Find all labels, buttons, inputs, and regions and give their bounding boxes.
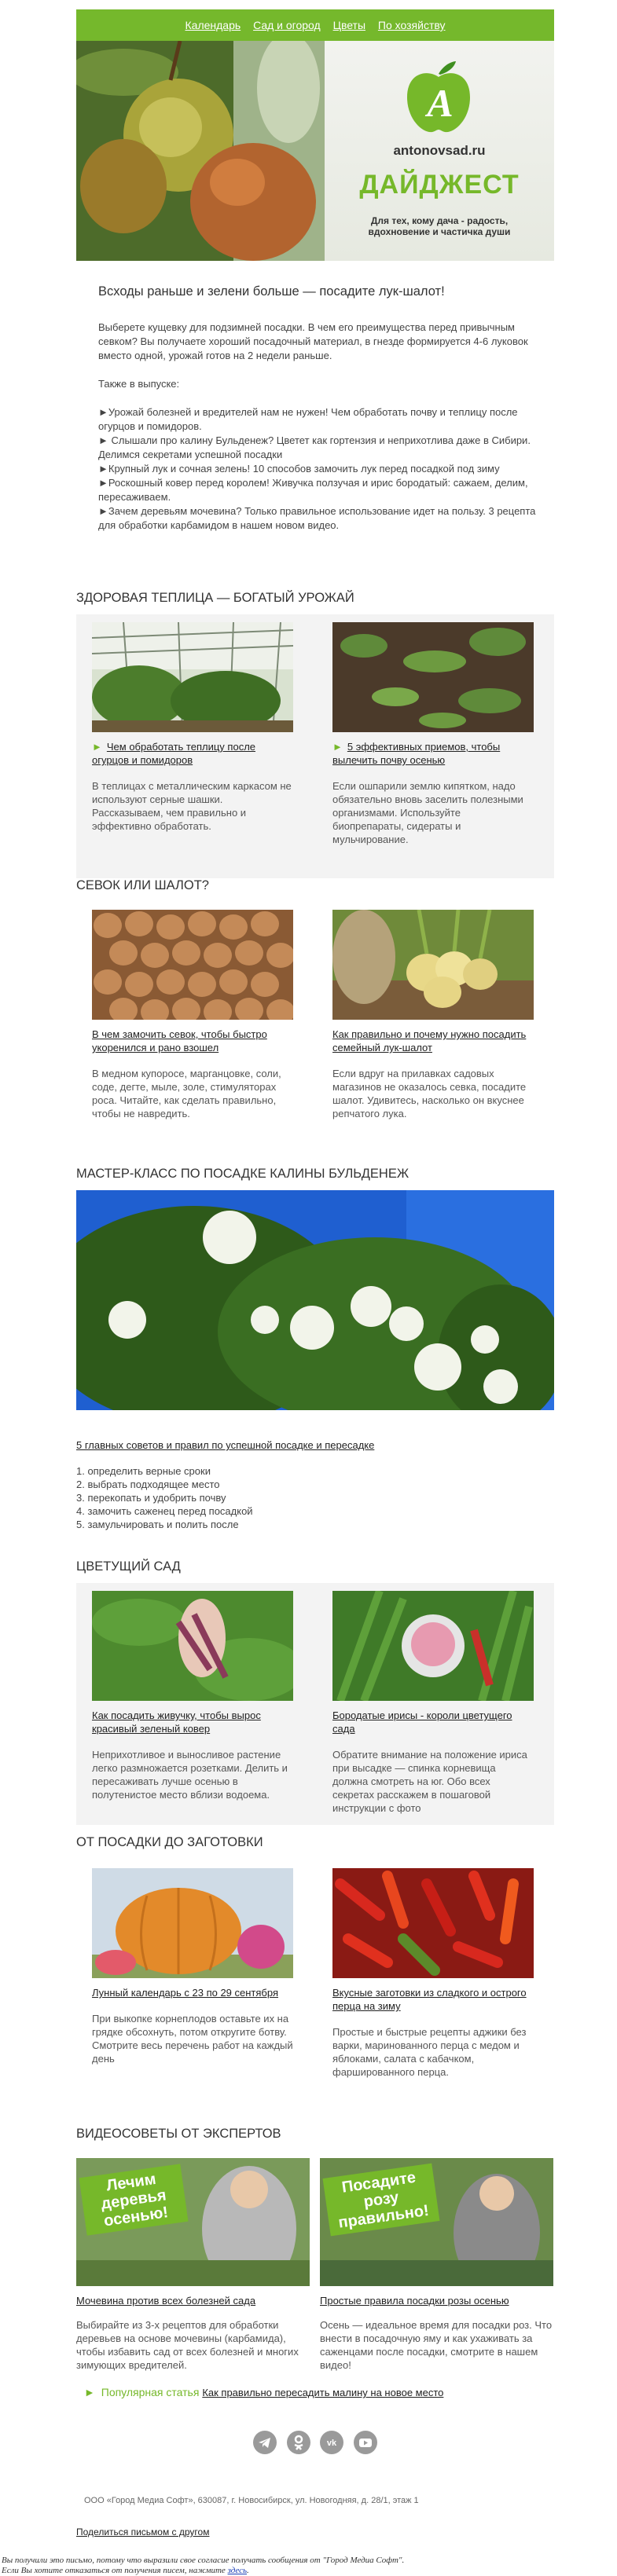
youtube-icon[interactable] [354, 2431, 377, 2454]
footer-notice [2, 2556, 552, 2576]
telegram-icon[interactable] [253, 2431, 277, 2454]
article-card [332, 622, 534, 846]
soil-photo[interactable] [332, 622, 534, 732]
step-item: 5. замульчировать и полить после [76, 1519, 239, 1530]
section-title-viburnum: МАСТЕР-КЛАСС ПО ПОСАДКЕ КАЛИНЫ БУЛЬДЕНЕЖ [76, 1167, 409, 1181]
article-text: В теплицах с металлическим каркасом не используют серные шашки. Рассказываем, чем правильно и эффективно обработать. [92, 780, 292, 832]
video-card [320, 2158, 553, 2372]
intro-paragraph: Выберете кущевку для подзимней посадки. В чем его преимущества перед привычным севком? Вы получаете хороший посадочный материал, в гнезде формируется 4-6 луковок вместо одной, урожай готов на 2 недели раньше. [98, 321, 528, 361]
step-item: 4. замочить саженец перед посадкой [76, 1505, 253, 1517]
nav-item-calendar[interactable]: Календарь [185, 19, 241, 31]
article-text: При выкопке корнеплодов оставьте их на грядке обсохнуть, потом откругите ботву. Смотрите весь перечень работ на каждый день [92, 2013, 293, 2065]
article-text: Неприхотливое и выносливое растение легко размножается розетками. Делить и пересаживать лучше осенью в полутенистое место вблизи водоема. [92, 1749, 288, 1801]
article-card [332, 1868, 534, 2079]
pears-photo [76, 41, 325, 261]
intro-bullet: ►Зачем деревьям мочевина? Только правильное использование идет на пользу. 3 рецепта для обработки карбамидом в нашем новом видео. [98, 505, 536, 531]
intro-bullet: ►Крупный лук и сочная зелень! 10 способов замочить лук перед посадкой под зиму [98, 463, 500, 475]
video-thumbnail[interactable] [76, 2158, 310, 2286]
hero-branding [325, 41, 554, 261]
article-card [92, 1591, 293, 1801]
section-title-video: ВИДЕОСОВЕТЫ ОТ ЭКСПЕРТОВ [76, 2127, 281, 2141]
notice-line-1: Вы получили это письмо, потому что выразили свое согласие получать сообщения от "Город Медиа Софт". [2, 2556, 405, 2565]
article-card [332, 1591, 534, 1815]
social-links [76, 2431, 554, 2454]
intro-bullet: ►Роскошный ковер перед королем! Живучка ползучая и ирис бородатый: сажаем, делим, пересаживаем. [98, 477, 528, 503]
article-link[interactable]: Как правильно и почему нужно посадить семейный лук-шалот [332, 1028, 527, 1053]
article-link[interactable]: В чем замочить севок, чтобы быстро укоренился и рано взошел [92, 1028, 267, 1053]
arrow-right-icon: ► [84, 2386, 95, 2398]
article-link[interactable]: Лунный календарь с 23 по 29 сентября [92, 1987, 278, 1999]
company-address: ООО «Город Медиа Софт», 630087, г. Новосибирск, ул. Новогодняя, д. 28/1, этаж 1 [84, 2496, 419, 2505]
article-card [92, 622, 293, 833]
video-link[interactable]: Простые правила посадки розы осенью [320, 2295, 509, 2307]
video-thumbnail[interactable] [320, 2158, 553, 2286]
intro-text [98, 321, 538, 533]
article-link[interactable]: ► Чем обработать теплицу после огурцов и помидоров [92, 741, 256, 766]
intro-bullet: ► Слышали про калину Бульденеж? Цветет как гортензия и неприхотлива даже в Сибири. Делимся секретами успешной посадки [98, 434, 531, 460]
step-item: 1. определить верные сроки [76, 1465, 211, 1477]
step-item: 2. выбрать подходящее место [76, 1479, 220, 1490]
intro-bullet: ►Урожай болезней и вредителей нам не нужен! Чем обработать почву и теплицу после огурцов и помидоров. [98, 406, 518, 432]
ajuga-photo[interactable] [92, 1591, 293, 1701]
viburnum-photo[interactable] [76, 1190, 554, 1410]
panel-flowers [76, 1583, 554, 1825]
share-link[interactable]: Поделиться письмом с другом [76, 2527, 210, 2538]
video-card [76, 2158, 310, 2372]
panel-greenhouse [76, 614, 554, 878]
logo-letter: A [427, 81, 454, 125]
nav-item-flowers[interactable]: Цветы [332, 19, 366, 31]
viburnum-steps [76, 1464, 253, 1531]
pumpkin-photo[interactable] [92, 1868, 293, 1978]
iris-photo[interactable] [332, 1591, 534, 1701]
article-text: Обратите внимание на положение ириса при высадке — спинка корневища должна смотреть на юг. Обо всех секретах расскажем в пошаговой инструкции с фото [332, 1749, 527, 1814]
article-link[interactable]: ► 5 эффективных приемов, чтобы вылечить почву осенью [332, 741, 501, 766]
video-link[interactable]: Мочевина против всех болезней сада [76, 2295, 256, 2307]
video-overlay-text: Посадите розу правильно! [323, 2164, 440, 2237]
article-link[interactable]: Бородатые ирисы - короли цветущего сада [332, 1709, 512, 1735]
article-link[interactable]: Вкусные заготовки из сладкого и острого перца на зиму [332, 1987, 527, 2012]
video-text: Осень — идеальное время для посадки роз. Что внести в посадочную яму и как ухаживать за саженцами после посадки, смотрите в нашем видео! [320, 2319, 553, 2371]
top-nav [76, 9, 554, 41]
article-link[interactable]: Как посадить живучку, чтобы вырос красивый зеленый ковер [92, 1709, 261, 1735]
digest-title: ДАЙДЖЕСТ [359, 170, 520, 200]
notice-line-2: Если Вы хотите отказаться от получения писем, нажмите здесь. [2, 2566, 249, 2575]
article-card [92, 1868, 293, 2065]
article-text: Если вдруг на прилавках садовых магазинов не оказалось севка, посадите шалот. Удивитесь, насколько он вкуснее репчатого лука. [332, 1068, 527, 1119]
arrow-right-icon: ► [92, 741, 102, 753]
article-text: В медном купоросе, марганцовке, соли, соде, дегте, мыле, золе, стимуляторах роса. Читайте, как сделать правильно, чтобы не навредить. [92, 1068, 281, 1119]
popular-link[interactable]: Как правильно пересадить малину на новое место [202, 2387, 444, 2398]
viburnum-link[interactable]: 5 главных советов и правил по успешной посадке и пересадке [76, 1439, 375, 1451]
site-name: antonovsad.ru [393, 143, 486, 158]
odnoklassniki-icon[interactable] [287, 2431, 310, 2454]
popular-label: Популярная статья [101, 2386, 200, 2398]
section-title-onion: СЕВОК ИЛИ ШАЛОТ? [76, 878, 209, 892]
popular-article [84, 2386, 443, 2398]
article-card [332, 910, 534, 1120]
article-card [92, 910, 293, 1120]
vk-icon[interactable] [320, 2431, 343, 2454]
peppers-photo[interactable] [332, 1868, 534, 1978]
tagline: Для тех, кому дача - радость, вдохновение и частичка души [368, 215, 511, 237]
article-text: Если ошпарили землю кипятком, надо обязательно вновь заселить полезными организмами. Используйте биопрепараты, сидераты и мульчирование. [332, 780, 523, 845]
step-item: 3. перекопать и удобрить почву [76, 1492, 226, 1504]
nav-item-household[interactable]: По хозяйству [377, 19, 446, 31]
onion-sets-photo[interactable] [92, 910, 293, 1020]
svg-text:vk: vk [327, 2439, 337, 2448]
shallot-photo[interactable] [332, 910, 534, 1020]
greenhouse-photo[interactable] [92, 622, 293, 732]
hero-banner[interactable] [76, 41, 554, 261]
video-text: Выбирайте из 3-х рецептов для обработки деревьев на основе мочевины (карбамида), чтобы избавить сад от всех болезней и многих зимующих вредителей. [76, 2319, 299, 2371]
apple-logo-icon [404, 60, 473, 135]
article-text: Простые и быстрые рецепты аджики без варки, маринованного перца с медом и яблоками, салата с кабачком, фаршированного перца. [332, 2026, 527, 2078]
unsubscribe-link[interactable]: здесь [227, 2566, 248, 2575]
video-overlay-text: Лечим деревья осенью! [79, 2164, 188, 2235]
intro-also: Также в выпуске: [98, 378, 180, 390]
arrow-right-icon: ► [332, 741, 343, 753]
section-title-harvest: ОТ ПОСАДКИ ДО ЗАГОТОВКИ [76, 1835, 263, 1849]
nav-item-garden[interactable]: Сад и огород [253, 19, 321, 31]
section-title-flowers: ЦВЕТУЩИЙ САД [76, 1559, 181, 1574]
intro-title: Всходы раньше и зелени больше — посадите лук-шалот! [98, 284, 445, 299]
section-title-greenhouse: ЗДОРОВАЯ ТЕПЛИЦА — БОГАТЫЙ УРОЖАЙ [76, 591, 354, 605]
